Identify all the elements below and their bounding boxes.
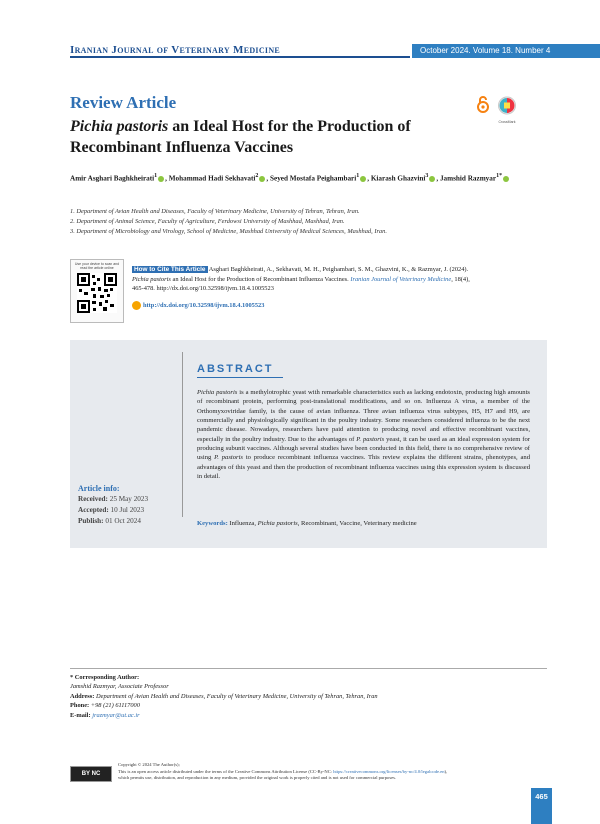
phone-text: +98 (21) 61117000: [89, 702, 140, 710]
abstract-rule: [197, 377, 283, 378]
citation-journal[interactable]: Iranian Journal of Veterinary Medicine: [350, 275, 452, 283]
affiliation: 1. Department of Avian Health and Diseases, Faculty of Veterinary Medicine, University of Tehran, Tehran, Iran.: [70, 208, 360, 215]
page-number: 465: [531, 788, 552, 806]
doi-icon: [132, 301, 141, 310]
author-mark: 1*: [496, 173, 503, 179]
corresponding-rule: [70, 668, 547, 669]
abstract-part: to produce recombinant influenza vaccines. This review explains the different strains, phenotypes, and advantages of this yeast and then the production of recombinant influenza vaccines using this expression system is discussed in detail.: [197, 454, 530, 481]
author-mark: 1: [154, 173, 158, 179]
article-type: Review Article: [70, 93, 177, 112]
email-label: E-mail:: [70, 711, 91, 719]
affiliation: 3. Department of Microbiology and Virology, School of Medicine, Mashhad University of Medical Sciences, Mashhad, Iran.: [70, 228, 387, 235]
title-rest: an Ideal Host for the Production of Recombinant Influenza Vaccines: [70, 118, 411, 156]
author-mark: 3: [425, 173, 429, 179]
author-name[interactable]: Kiarash Ghazvini: [370, 174, 426, 183]
abstract-part: yeast, it can be used as an ideal expression system for producing subunit vaccines. Although several studies have been conducted in this field, there is no comprehensive review of using: [197, 435, 530, 462]
citation-pages: 465-478. http://dx.doi.org/10.32598/ijvm.18.4.1005523: [132, 285, 274, 292]
issue-bar: October 2024. Volume 18. Number 4: [412, 44, 600, 58]
abstract-italic: P. pastoris: [356, 435, 385, 443]
license-line: which permits use, distribution, and reproduction in any medium, provided the original work is properly cited and is not used for commercial purposes.: [118, 775, 397, 780]
author-mark: 2: [255, 173, 259, 179]
orcid-icon[interactable]: [360, 176, 366, 182]
received-row: [78, 494, 148, 505]
corresponding-name: Jamshid Razmyar, Associate Professor: [70, 683, 169, 691]
citation-heading: How to Cite This Article: [134, 266, 206, 273]
abstract-text: [197, 388, 530, 481]
crossmark-label: CrossMark: [498, 120, 516, 124]
title-italic: Pichia pastoris: [70, 118, 169, 135]
author-list: Amir Asghari Baghkheirati$^1$ , Mohammad Hadi Sekhavati$^2$ , Seyed Mostafa Peighambari$^1$ , Kiarash Ghazvini$^3$ , Jamshid Razmyar$^{1*}$: [70, 173, 550, 182]
doi-text[interactable]: http://dx.doi.org/10.32598/ijvm.18.4.1005523: [143, 301, 265, 309]
abstract-heading: ABSTRACT: [197, 363, 274, 375]
license-link[interactable]: https://creativecommons.org/licenses/by-nc/4.0/legalcode.en: [333, 768, 445, 774]
citation-volume: , 18(4),: [451, 275, 470, 283]
address-label: Address:: [70, 692, 95, 700]
license-line: Copyright © 2024 The Author(s);: [118, 762, 180, 767]
article-info: [78, 483, 148, 527]
affiliation: 2. Department of Animal Science, Faculty of Agriculture, Ferdowsi University of Mashhad, Mashhad, Iran.: [70, 218, 345, 225]
accepted-label: Accepted:: [78, 506, 109, 514]
doi-link[interactable]: [132, 301, 264, 310]
corresponding-heading: * Corresponding Author:: [70, 674, 140, 681]
license-line: This is an open access article distributed under the terms of the Creative Commons Attribution License (CC-By-NC:: [118, 768, 334, 774]
abstract-part: is a methylotrophic yeast with remarkable characteristics such as lacking endotoxin, producing high amounts of recombinant protein, performing post-translational modifications, and so on. Influenza A virus, a member of the Orthomyxoviridae family, is the cause of avian influenza. Three avian influenza virus subtypes, H5, H7 and H9, are commercially and physiologically significant in the poultry industry. Some researchers considered influenza to be the next pandemic disease. Nowadays, researchers have paid attention to producing novel and effective recombinant vaccines, especially in the poultry industry. Due to the advantages of: [197, 389, 530, 443]
keywords-label: Keywords:: [197, 520, 228, 527]
journal-name: Iranian Journal of Veterinary Medicine: [70, 44, 281, 56]
accepted-date: 10 Jul 2023: [108, 506, 145, 514]
author-name[interactable]: Mohammad Hadi Sekhavati: [168, 174, 256, 183]
publish-label: Publish:: [78, 517, 104, 525]
abstract-italic: P. pastoris: [214, 454, 244, 462]
orcid-icon[interactable]: [503, 176, 509, 182]
phone-label: Phone:: [70, 702, 90, 710]
citation-block: [132, 265, 542, 294]
page-number-bar: [531, 806, 552, 824]
author-mark: 1: [356, 173, 360, 179]
received-label: Received:: [78, 495, 108, 503]
qr-code-box[interactable]: [70, 259, 124, 323]
orcid-icon[interactable]: [259, 176, 265, 182]
publish-date: 01 Oct 2024: [103, 517, 141, 525]
received-date: 25 May 2023: [107, 495, 149, 503]
author-name[interactable]: Jamshid Razmyar: [439, 174, 497, 183]
qr-code-icon: [77, 273, 117, 313]
keywords-text: , Recombinant, Vaccine, Veterinary medicine: [297, 520, 417, 527]
panel-divider: [182, 352, 183, 517]
keywords: [197, 520, 537, 527]
address-text: Department of Avian Health and Diseases, Faculty of Veterinary Medicine, University of Tehran, Tehran, Iran: [94, 692, 378, 700]
citation-title: an Ideal Host for the Production of Recombinant Influenza Vaccines.: [170, 275, 351, 283]
orcid-icon[interactable]: [429, 176, 435, 182]
orcid-icon[interactable]: [158, 176, 164, 182]
email-link[interactable]: jrazmyar@ut.ac.ir: [90, 711, 140, 719]
qr-caption: Use your device to scan and read the article online: [74, 262, 120, 270]
publish-row: [78, 516, 148, 527]
corresponding-author: [70, 673, 378, 720]
keywords-italic: Pichia pastoris: [257, 520, 298, 527]
citation-authors: Asghari Baghkheirati, A., Sekhavati, M. H., Peighambari, S. M., Ghazvini, K., & Razmyar, J. (2024).: [207, 266, 469, 273]
article-info-heading: Article info:: [78, 484, 120, 493]
article-title: [70, 116, 490, 158]
author-name[interactable]: Seyed Mostafa Peighambari: [270, 174, 357, 183]
license-text: [118, 762, 538, 782]
license-line: ),: [444, 768, 448, 774]
journal-rule: [70, 56, 410, 58]
abstract-italic: Pichia pastoris: [197, 389, 238, 396]
citation-title-italic: Pichia pastoris: [132, 275, 171, 283]
author-name[interactable]: Amir Asghari Baghkheirati: [70, 174, 155, 183]
open-access-icon[interactable]: [474, 96, 492, 114]
cc-license-badge[interactable]: BY NC: [70, 766, 112, 782]
accepted-row: [78, 505, 148, 516]
keywords-text: Influenza,: [227, 520, 258, 527]
crossmark-icon[interactable]: [496, 96, 518, 122]
